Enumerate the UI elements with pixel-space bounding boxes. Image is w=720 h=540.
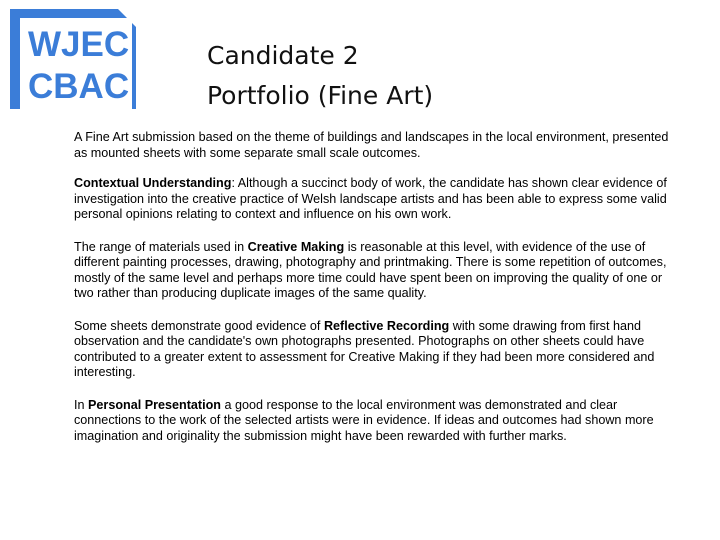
paragraph-text: a good response to the local environment was demonstrated and clear connections to the work of the selected artists were in evidence. If ideas and outcomes had shown more imagination and originality the submission might have been rewarded with further marks. bbox=[74, 397, 654, 443]
document-body bbox=[74, 130, 682, 461]
paragraph-reflective-recording bbox=[74, 319, 682, 381]
paragraph-personal-presentation bbox=[74, 398, 682, 445]
wjec-cbac-logo bbox=[10, 9, 136, 109]
page-title bbox=[207, 36, 433, 116]
logo-graphic bbox=[10, 9, 136, 109]
title-line2: Portfolio (Fine Art) bbox=[207, 81, 434, 110]
paragraph-lead: Some sheets demonstrate good evidence of bbox=[74, 318, 324, 333]
paragraph-lead: In bbox=[74, 397, 89, 412]
paragraph-text: : Although a succinct body of work, the candidate has shown clear evidence of investigation into the creative practice of Welsh landscape artists and has been able to express some valid personal opinions relating to context and influence on his own work. bbox=[74, 176, 667, 221]
heading-contextual-understanding: Contextual Understanding bbox=[74, 176, 232, 190]
paragraph-lead: The range of materials used in bbox=[74, 239, 248, 254]
logo-line1: WJEC bbox=[28, 25, 130, 64]
intro-paragraph: A Fine Art submission based on the theme of buildings and landscapes in the local environment, presented as mounted sheets with some separate small scale outcomes. bbox=[74, 130, 669, 160]
paragraph-text: with some drawing from first hand observation and the candidate's own photographs presented. Photographs on other sheets could have contributed to a greater extent to assessment for Creative Making if they had been more considered and interesting. bbox=[74, 318, 655, 379]
paragraph-text: is reasonable at this level, with evidence of the use of different painting processes, drawing, photography and printmaking. There is some repetition of outcomes, mostly of the same level and perhaps more time could have spent been on improving the quality of one or two rather than producing duplicate images of the same quality. bbox=[74, 239, 667, 300]
heading-reflective-recording: Reflective Recording bbox=[323, 318, 450, 333]
paragraph-creative-making bbox=[74, 240, 682, 302]
title-line1: Candidate 2 bbox=[207, 41, 359, 70]
heading-personal-presentation: Personal Presentation bbox=[88, 397, 221, 412]
heading-creative-making: Creative Making bbox=[247, 239, 345, 254]
paragraph-contextual-understanding bbox=[74, 176, 682, 223]
logo-line2: CBAC bbox=[28, 67, 130, 106]
